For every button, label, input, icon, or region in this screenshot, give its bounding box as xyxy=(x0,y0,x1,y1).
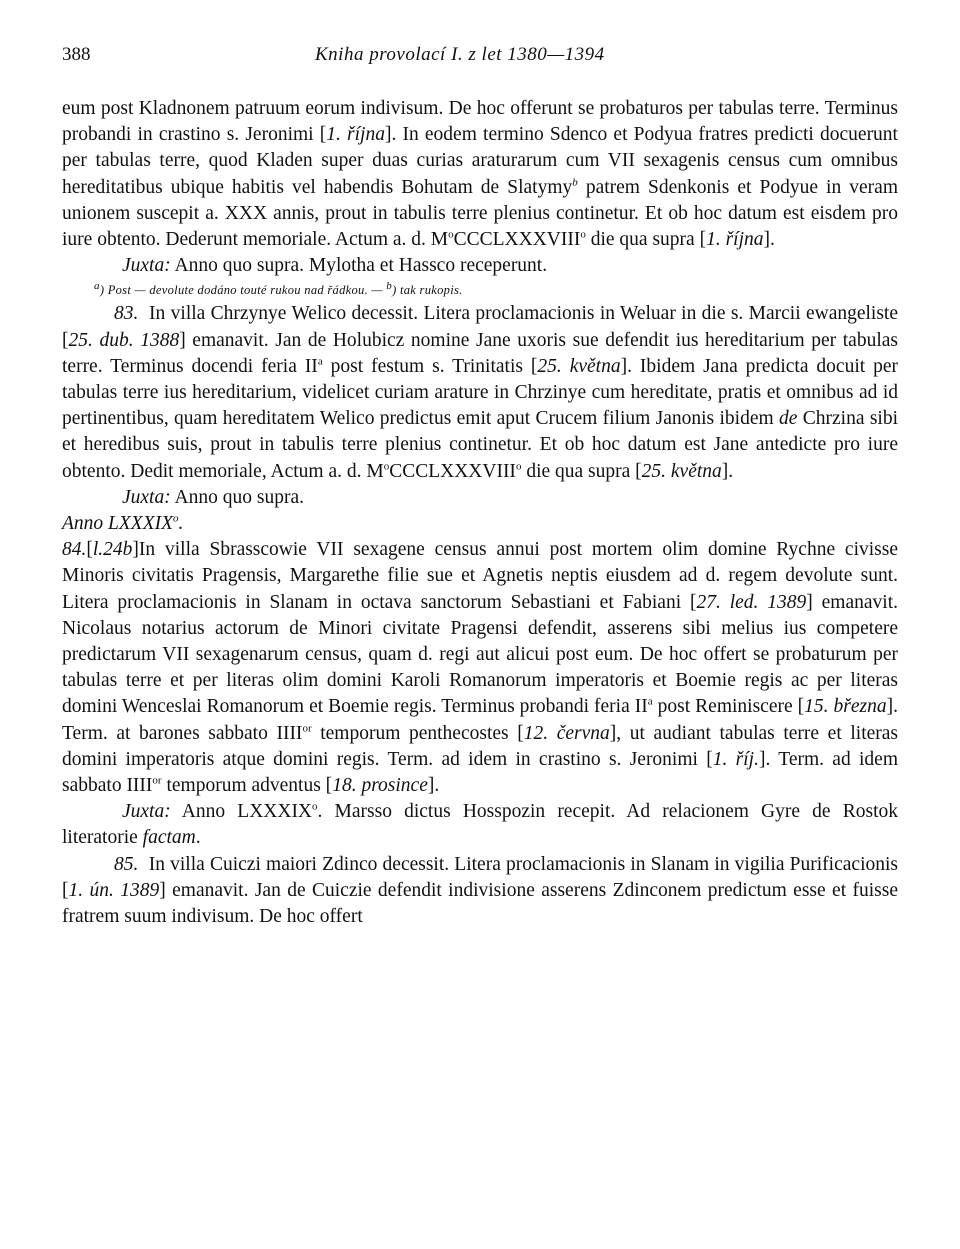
text-paragraph: Juxta: Anno LXXXIX$^o$. Marsso dictus Hosspozin recepit. Ad relacionem Gyre de Rostok literatorie factam. xyxy=(62,800,898,849)
page-number: 388 xyxy=(62,44,91,65)
text-paragraph: Juxta: Anno quo supra. Mylotha et Hassco receperunt. xyxy=(122,255,548,277)
text-paragraph: 84.[l.24b]In villa Sbrasscowie VII sexagene census annui post mortem olim domine Rychne civisse Minoris civitatis Pragensis, Margarethe filie sue et Agnetis neptis eiusdem ad d. regem devolute sunt. Litera proclamacionis in Slanam in octava sanctorum Sebastiani et Fabiani [27. led. 1389] emanavit. Nicolaus notarius actorum de Minori civitate Pragensi defendit, asserens sibi melius ius competere predictarum VII sexagenarum census, quam d. regi aut alicui post eum. De hoc offert se probaturum per tabulas terre et per literas olim domini Karoli Romanorum imperatoris et Boemie regis ac per literas domini Wenceslai Romanorum et Boemie regis. Terminus probandi feria $II^a$ post Reminiscere [15. března]. Term. at barones sabbato $IIII^{or}$ temporum penthecostes [12. června], ut audiant tabulas terre et literas domini imperatoris atque domini regis. Term. ad idem in crastino s. Jeronimi [1. říj.]. Term. ad idem sabbato $IIII^{or}$ temporum adventus [18. prosince]. xyxy=(62,539,899,797)
text-paragraph: 85. In villa Cuiczi maiori Zdinco decessit. Litera proclamacionis in Slanam in vigilia Purificacionis [1. ún. 1389] emanavit. Jan de Cuiczie defendit indivisione asserens Zdinconem predictum esse et fuisse fratrem suum indivisum. De hoc offert xyxy=(62,853,898,928)
page-header xyxy=(62,44,898,72)
text-paragraph: Anno LXXXIX$^o$. xyxy=(62,512,184,535)
document-body xyxy=(62,96,898,930)
text-paragraph: Juxta: Anno quo supra. xyxy=(122,486,304,508)
text-paragraph: 83. In villa Chrzynye Welico decessit. Litera proclamacionis in Weluar in die s. Marcii ewangeliste [25. dub. 1388] emanavit. Jan de Holubicz nomine Jane uxoris sue defendit ius hereditarium per tabulas terre. Terminus docendi feria $II^a$ post festum s. Trinitatis [25. května]. Ibidem Jana predicta docuit per tabulas terre ius hereditarium, videlicet curiam arature in Chrzinye cum hereditate, pratis et omnibus ad id pertinentibus, quam hereditatem Welico predictus emit aput Crucem filium Janonis ibidem de Chrzina sibi et heredibus suis, prout in tabulis terre plenius continetur. Et ob hoc datum est Jane antedicte pro iure obtento. Dedit memoriale, Actum a. d. $M^oCCCLXXXVIII^o$ die qua supra [25. května]. xyxy=(62,303,899,482)
running-title: Kniha provolací I. z let 1380—1394 xyxy=(315,44,605,65)
text-paragraph: eum post Kladnonem patruum eorum indivisum. De hoc offerunt se probaturos per tabulas terre. Terminus probandi in crastino s. Jeronimi [1. října]. In eodem termino Sdenco et Podyua fratres predicti docuerunt per tabulas terre, quod Kladen super duas curias araturarum cum VII sexagenis census cum omnibus hereditatibus ubique habitis vel habendis Bohutam de Slatymy$^b$ patrem Sdenkonis et Podyue in veram unionem suscepit a. XXX annis, prout in tabulis terre plenius continetur. Et ob hoc datum est eisdem pro iure obtento. Dederunt memoriale. Actum a. d. $M^oCCCLXXXVIII^o$ die qua supra [1. října]. xyxy=(62,98,898,251)
footnote: $^a$) Post — devolute dodáno touté rukou nad řádkou. — $^b$) tak rukopis. xyxy=(94,280,463,298)
